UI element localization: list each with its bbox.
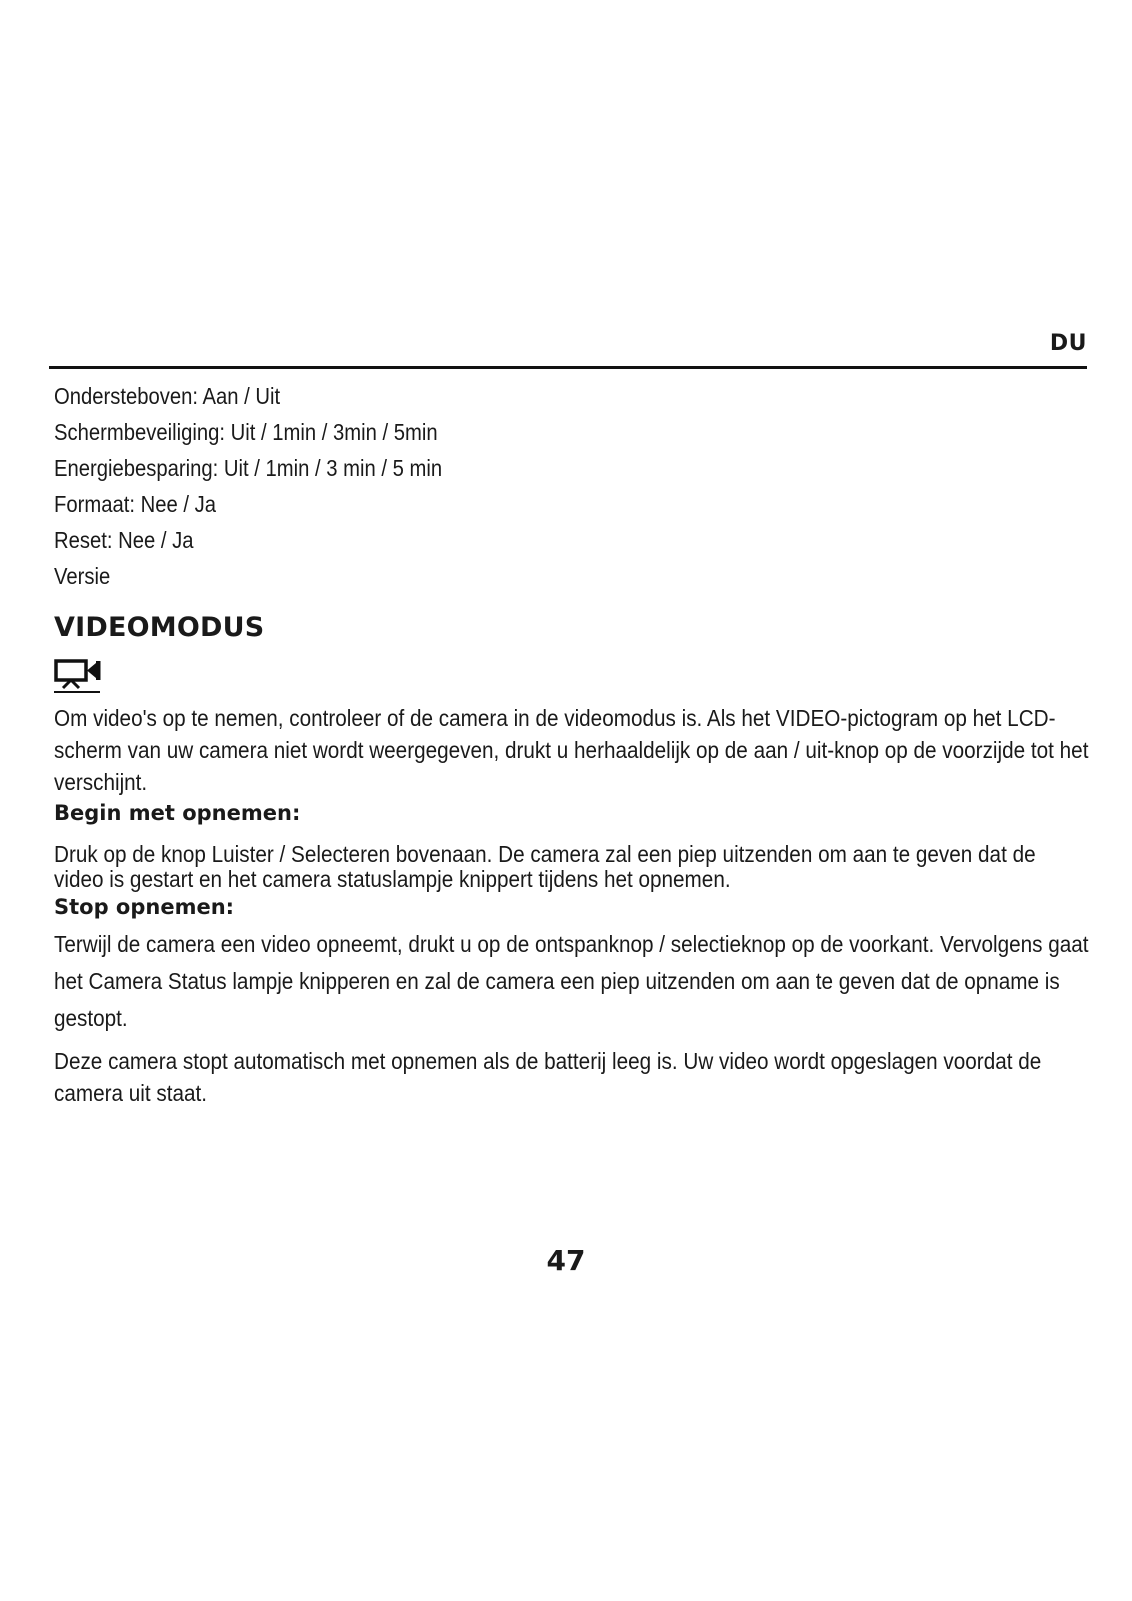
page-number: 47 [546,1244,586,1277]
battery-note: Deze camera stopt automatisch met opnemen als de batterij leeg is. Uw video wordt opgeslagen voordat de camera uit staat. [54,1048,1042,1106]
section-title: VIDEOMODUS [54,612,265,643]
begin-recording-heading: Begin met opnemen: [54,801,301,825]
stop-recording-heading: Stop opnemen: [54,895,235,919]
header-rule [49,366,1087,369]
begin-recording-text: Druk op de knop Luister / Selecteren bovenaan. De camera zal een piep uitzenden om aan te geven dat de video is gestart en het camera statuslampje knippert tijdens het opnemen. [54,841,1036,892]
video-mode-intro: Om video's op te nemen, controleer of de camera in de videomodus is. Als het VIDEO-pictogram op het LCD-scherm van uw camera niet wordt weergegeven, drukt u herhaaldelijk op de aan / uit-knop op de voorzijde tot het verschijnt. [54,705,1089,795]
setting-upside-down: Ondersteboven: Aan / Uit [54,383,281,409]
setting-version: Versie [54,563,111,589]
setting-screensaver: Schermbeveiliging: Uit / 1min / 3min / 5min [54,419,438,445]
setting-reset: Reset: Nee / Ja [54,527,194,553]
setting-format: Formaat: Nee / Ja [54,491,216,517]
setting-power-saving: Energiebesparing: Uit / 1min / 3 min / 5 min [54,455,443,481]
stop-recording-text: Terwijl de camera een video opneemt, drukt u op de ontspanknop / selectieknop op de voorkant. Vervolgens gaat het Camera Status lampje knipperen en zal de camera een piep uitzenden om aan te geven dat de opname is gestopt. [54,931,1089,1031]
language-label: DU [1049,331,1087,356]
page-content [54,378,1088,1109]
video-camera-icon [54,658,102,694]
settings-list [54,378,1088,594]
